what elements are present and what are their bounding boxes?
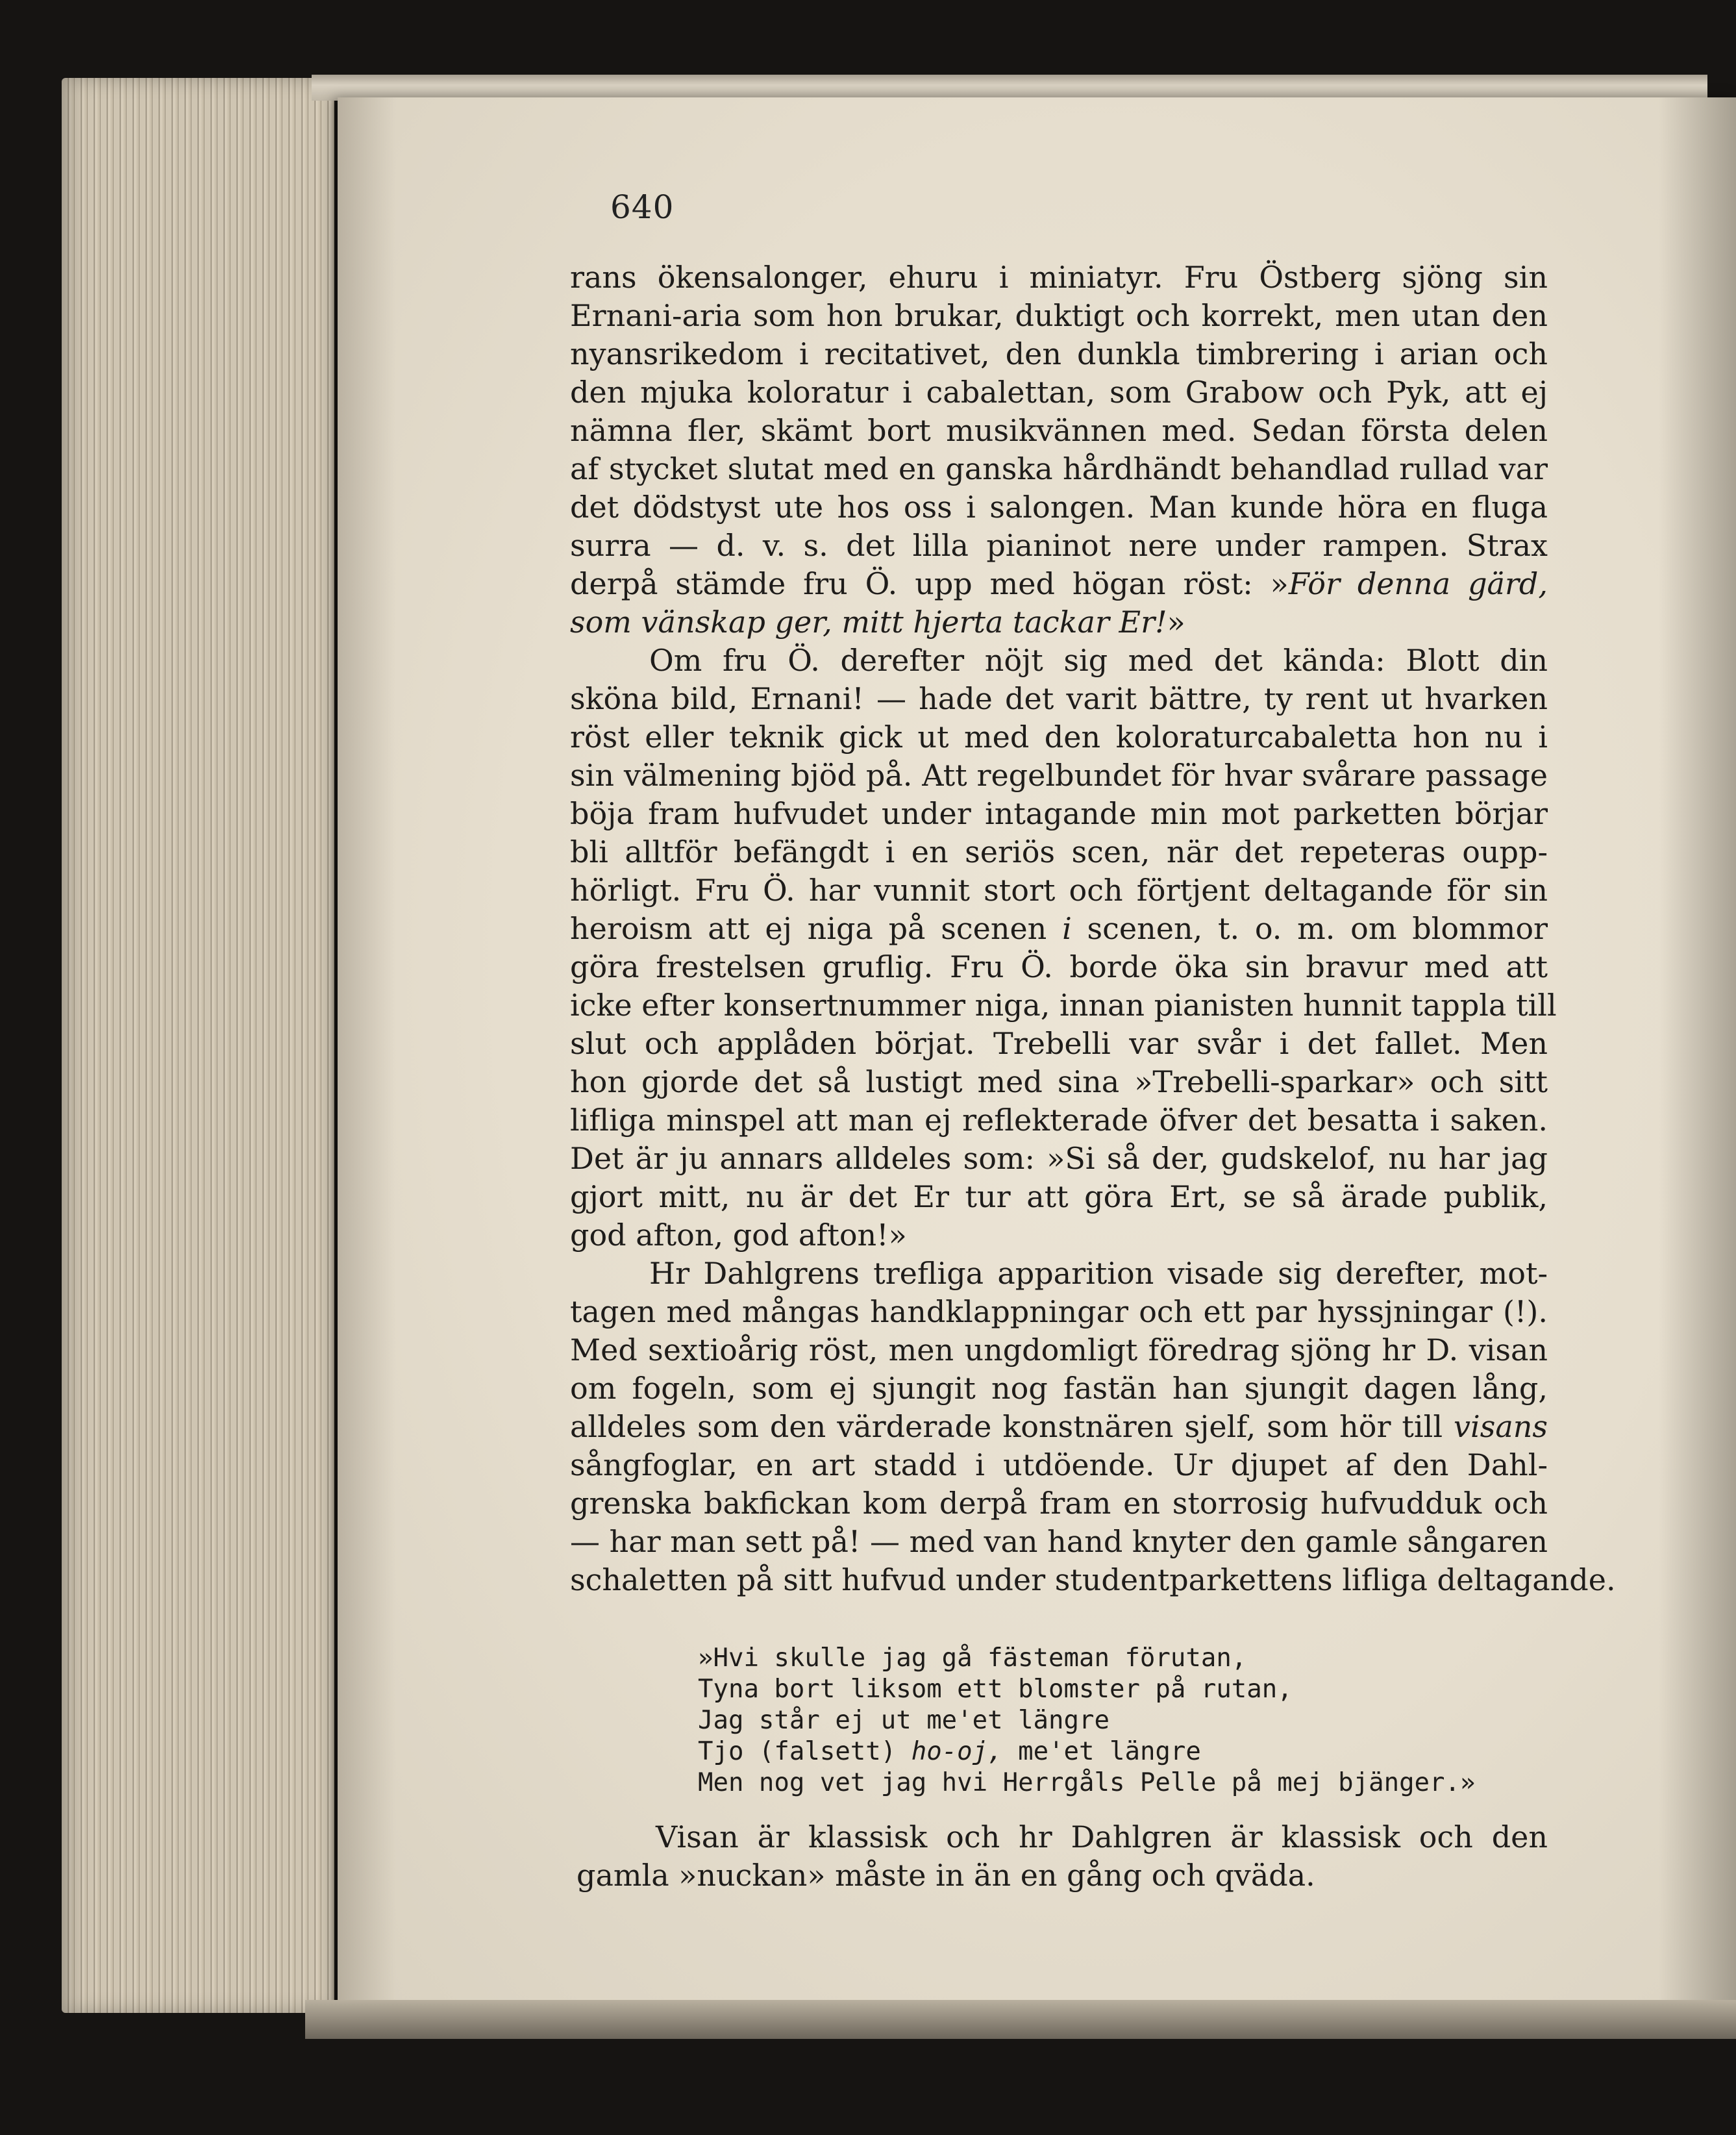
text-line: den mjuka koloratur i cabalettan, som Grabow och Pyk, att ej: [570, 375, 1548, 410]
verse-line-mixed: [698, 1736, 1475, 1767]
text-line: om fogeln, som ej sjungit nog fastän han sjungit dagen lång,: [570, 1371, 1548, 1406]
text-line: det dödstyst ute hos oss i salongen. Man kunde höra en fluga: [570, 490, 1548, 525]
gutter-shadow: [338, 97, 396, 2023]
text-segment: »: [1167, 605, 1185, 640]
text-line: hon gjorde det så lustigt med sina »Trebelli-sparkar» och sitt: [570, 1064, 1548, 1099]
text-line: schaletten på sitt hufvud under studentparkettens lifliga deltagande.: [570, 1562, 1616, 1597]
text-line: slut och applåden börjat. Trebelli var svår i det fallet. Men: [570, 1026, 1548, 1061]
italic-segment: ho-oj,: [911, 1737, 1003, 1766]
text-line: sköna bild, Ernani! — hade det varit bättre, ty rent ut hvarken: [570, 681, 1548, 716]
page-right-shadow: [1659, 97, 1736, 2023]
text-line: röst eller teknik gick ut med den koloraturcabaletta hon nu i: [570, 719, 1548, 755]
text-line: Med sextioårig röst, men ungdomligt föredrag sjöng hr D. visan: [570, 1332, 1548, 1367]
paragraph-start-line: Visan är klassisk och hr Dahlgren är klassisk och den: [656, 1819, 1548, 1854]
text-line: göra frestelsen gruflig. Fru Ö. borde öka sin bravur med att: [570, 949, 1548, 984]
text-line: surra — d. v. s. det lilla pianinot nere under rampen. Strax: [570, 528, 1548, 563]
text-line: grenska bakfickan kom derpå fram en storrosig hufvudduk och: [570, 1486, 1548, 1521]
closing-paragraph: [577, 1818, 1548, 1895]
text-line: tagen med mångas handklappningar och ett par hyssjningar (!).: [570, 1294, 1548, 1329]
page-stack-top: [312, 75, 1707, 101]
verse-line: Men nog vet jag hvi Herrgåls Pelle på mej bjänger.»: [698, 1768, 1476, 1797]
italic-segment: som vänskap ger, mitt hjerta tackar Er!: [570, 605, 1167, 640]
verse-segment: Tjo (falsett): [698, 1737, 911, 1766]
text-line: gjort mitt, nu är det Er tur att göra Ert, se så ärade publik,: [570, 1179, 1548, 1214]
text-segment: derpå stämde fru Ö. upp med högan röst: »: [570, 566, 1289, 601]
text-line: icke efter konsertnummer niga, innan pianisten hunnit tappla till: [570, 988, 1557, 1023]
verse-line: Tyna bort liksom ett blomster på rutan,: [698, 1675, 1293, 1704]
text-line: Ernani-aria som hon brukar, duktigt och korrekt, men utan den: [570, 298, 1548, 333]
italic-segment: För denna gärd,: [1288, 566, 1548, 601]
page-bottom-edge: [305, 2000, 1736, 2039]
paragraph-start-line: Om fru Ö. derefter nöjt sig med det kända: Blott din: [649, 643, 1548, 678]
page-number: 640: [610, 188, 675, 226]
text-line: böja fram hufvudet under intagande min mot parketten börjar: [570, 796, 1548, 831]
text-segment: scenen, t. o. m. om blommor: [1071, 911, 1548, 946]
text-line-mixed: [570, 565, 1548, 603]
text-line: sin välmening bjöd på. Att regelbundet för hvar svårare passage: [570, 758, 1548, 793]
text-line: rans ökensalonger, ehuru i miniatyr. Fru Östberg sjöng sin: [570, 260, 1548, 295]
text-segment: alldeles som den värderade konstnären sjelf, som hör till: [570, 1409, 1454, 1444]
text-line: Det är ju annars alldeles som: »Si så der, gudskelof, nu har jag: [570, 1141, 1548, 1176]
text-line: bli alltför befängdt i en seriös scen, när det repeteras oupp-: [570, 834, 1548, 869]
text-line: hörligt. Fru Ö. har vunnit stort och förtjent deltagande för sin: [570, 873, 1548, 908]
verse-line: Jag står ej ut me'et längre: [698, 1706, 1110, 1735]
text-line: nyansrikedom i recitativet, den dunkla timbrering i arian och: [570, 336, 1548, 371]
text-line-mixed: [570, 910, 1548, 948]
book-page-edges: [62, 78, 334, 2013]
text-line: — har man sett på! — med van hand knyter den gamle sångaren: [570, 1524, 1548, 1559]
text-line: lifliga minspel att man ej reflekterade öfver det besatta i saken.: [570, 1103, 1548, 1138]
body-text: [570, 258, 1616, 1599]
text-line: af stycket slutat med en ganska hårdhändt behandlad rullad var: [570, 451, 1548, 486]
text-line: nämna fler, skämt bort musikvännen med. Sedan första delen: [570, 413, 1548, 448]
paragraph-start-line: Hr Dahlgrens trefliga apparition visade sig derefter, mot-: [649, 1256, 1548, 1291]
italic-segment: i: [1062, 911, 1072, 946]
text-line-mixed: [570, 603, 1548, 642]
verse-line: »Hvi skulle jag gå fästeman förutan,: [698, 1643, 1247, 1673]
text-line-mixed: [570, 1408, 1548, 1446]
italic-segment: visans: [1454, 1409, 1548, 1444]
text-line: sångfoglar, en art stadd i utdöende. Ur djupet af den Dahl-: [570, 1447, 1548, 1482]
text-segment: heroism att ej niga på scenen: [570, 911, 1063, 946]
verse-block: [698, 1643, 1475, 1799]
text-line: gamla »nuckan» måste in än en gång och qväda.: [577, 1858, 1315, 1893]
verse-segment: me'et längre: [1002, 1737, 1201, 1766]
text-line: god afton, god afton!»: [570, 1217, 907, 1253]
